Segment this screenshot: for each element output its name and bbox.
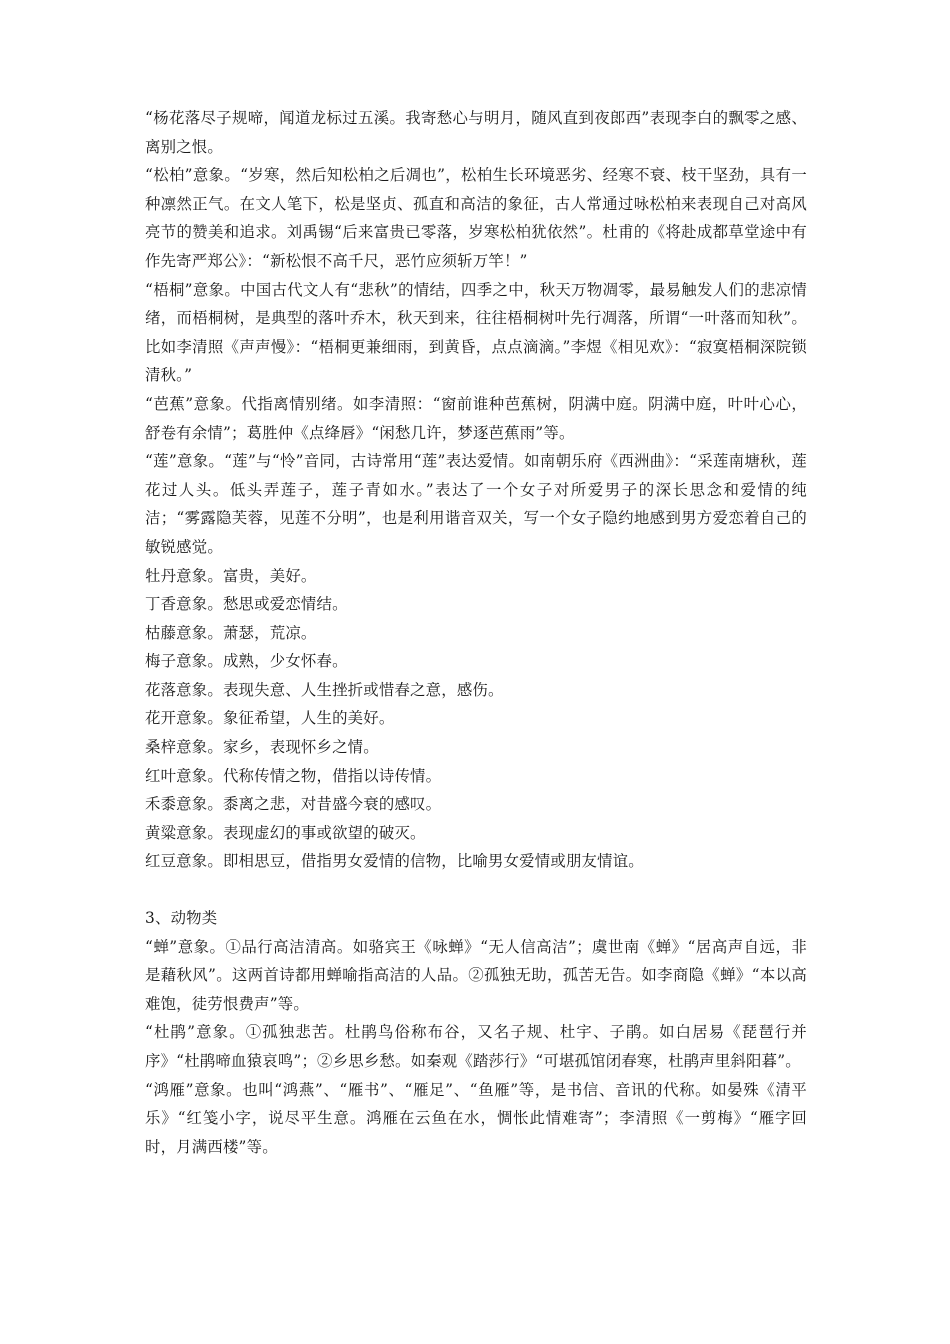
paragraph-hualuo: 花落意象。表现失意、人生挫折或惜春之意，感伤。: [145, 680, 504, 699]
paragraph-sangzi: 桑梓意象。家乡，表现怀乡之情。: [145, 738, 379, 757]
paragraph-lian: “莲”意象。“莲”与“怜”音同，古诗常用“莲”表达爱情。如南朝乐府《西洲曲》：“采莲南塘秋，莲花过人头。低头弄莲子，莲子青如水。”表达了一个女子对所爱男子的深长思念和爱情的纯洁；“雾露隐芙蓉，见莲不分明”，也是利用谐音双关，写一个女子隐约地感到男方爱恋着自己的敏锐感觉。: [145, 452, 807, 556]
paragraph-hongyan: “鸿雁”意象。也叫“鸿燕”、“雁书”、“雁足”、“鱼雁”等，是书信、音讯的代称。如晏殊《清平乐》“红笺小字，说尽平生意。鸿雁在云鱼在水，惆怅此情难寄”；李清照《一剪梅》“雁字回时，月满西楼”等。: [145, 1080, 807, 1156]
paragraph-bajiao: “芭蕉”意象。代指离情别绪。如李清照：“窗前谁种芭蕉树，阴满中庭。阴满中庭，叶叶心心，舒卷有余情”；葛胜仲《点绛唇》“闲愁几许，梦逐芭蕉雨”等。: [145, 394, 807, 442]
paragraph-mudan: 牡丹意象。富贵，美好。: [145, 566, 317, 585]
document-body: [145, 104, 807, 1161]
paragraph-songbai: “松柏”意象。“岁寒，然后知松柏之后凋也”，松柏生长环境恶劣、经寒不衰、枝干坚劲，具有一种凛然正气。在文人笔下，松是坚贞、孤直和高洁的象征，古人常通过咏松柏来表现自己对高风亮节的赞美和追求。刘禹锡“后来富贵已零落，岁寒松柏犹依然”。杜甫的《将赴成都草堂途中有作先寄严郑公》：“新松恨不高千尺，恶竹应须斩万竿！”: [145, 166, 807, 270]
section-spacer: [145, 876, 807, 904]
paragraph-meizi: 梅子意象。成熟，少女怀春。: [145, 652, 348, 671]
paragraph-kuteng: 枯藤意象。萧瑟，荒凉。: [145, 623, 317, 642]
section-heading: 3、动物类: [145, 909, 218, 928]
paragraph-huakai: 花开意象。象征希望，人生的美好。: [145, 709, 395, 728]
paragraph-chan: “蝉”意象。①品行高洁清高。如骆宾王《咏蝉》“无人信高洁”；虞世南《蝉》“居高声自远，非是藉秋风”。这两首诗都用蝉喻指高洁的人品。②孤独无助，孤苦无告。如李商隐《蝉》“本以高难饱，徒劳恨费声”等。: [145, 937, 807, 1013]
paragraph-libai: “杨花落尽子规啼，闻道龙标过五溪。我寄愁心与明月，随风直到夜郎西”表现李白的飘零之感、离别之恨。: [145, 109, 807, 156]
paragraph-hongdou: 红豆意象。即相思豆，借指男女爱情的信物，比喻男女爱情或朋友情谊。: [145, 852, 644, 871]
paragraph-wutong: “梧桐”意象。中国古代文人有“悲秋”的情结，四季之中，秋天万物凋零，最易触发人们的悲凉情绪，而梧桐树，是典型的落叶乔木，秋天到来，往往梧桐树叶先行凋落，所谓“一叶落而知秋”。比如李清照《声声慢》：“梧桐更兼细雨，到黄昏，点点滴滴。”李煜《相见欢》：“寂寞梧桐深院锁清秋。”: [145, 280, 807, 385]
paragraph-hongye: 红叶意象。代称传情之物，借指以诗传情。: [145, 766, 442, 785]
paragraph-huangliang: 黄粱意象。表现虚幻的事或欲望的破灭。: [145, 823, 426, 842]
paragraph-dujuan: “杜鹃”意象。①孤独悲苦。杜鹃鸟俗称布谷，又名子规、杜宇、子鹃。如白居易《琵琶行并序》“杜鹃啼血猿哀鸣”；②乡思乡愁。如秦观《踏莎行》“可堪孤馆闭春寒，杜鹃声里斜阳暮”。: [145, 1023, 807, 1070]
paragraph-dingxiang: 丁香意象。愁思或爱恋情结。: [145, 595, 348, 614]
paragraph-heshu: 禾黍意象。黍离之悲，对昔盛今衰的感叹。: [145, 795, 442, 814]
